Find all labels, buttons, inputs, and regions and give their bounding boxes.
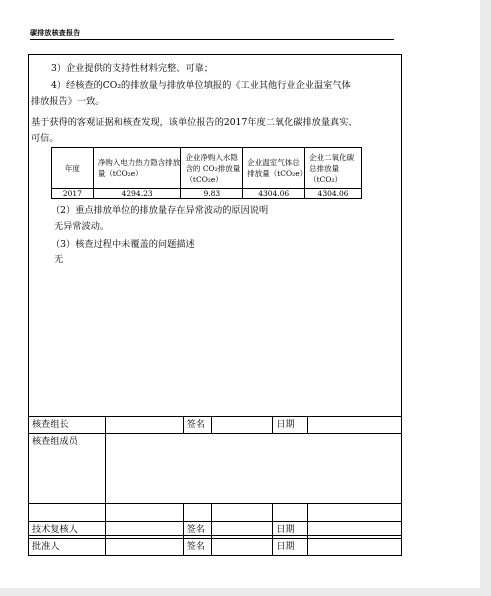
col-co2-total: 企业二氧化碳总排放量（tCO₂） (305, 148, 362, 189)
cell-electricity-heat: 4294.23 (93, 189, 181, 199)
signoff-row-spacer (29, 504, 402, 522)
abnormal-fluctuation-text: 无异常波动。 (54, 221, 110, 232)
viewer-margin-bottom (0, 588, 491, 596)
cell-year: 2017 (52, 189, 94, 199)
running-header: 碳排放核查报告 (30, 28, 81, 37)
para-materials: 3）企业提供的支持性材料完整、可靠； (51, 63, 214, 74)
para-conclusion: 基于获得的客观证据和核查发现，该单位报告的2017年度二氧化碳排放量真实、 (31, 117, 358, 128)
spacer-cell (273, 504, 308, 522)
col-electricity-heat: 净购入电力热力隐含排放量（tCO₂e） (93, 148, 181, 189)
uncovered-issues-text: 无 (54, 254, 64, 265)
spacer-cell (211, 504, 273, 522)
members-cell (105, 434, 401, 504)
emission-table-header (52, 148, 362, 189)
section-uncovered-issues: （3）核查过程中未覆盖的问题描述 (51, 239, 195, 250)
date-label: 日期 (273, 417, 308, 434)
spacer-cell (29, 504, 106, 522)
members-label: 核查组成员 (29, 434, 106, 504)
date-label: 日期 (273, 522, 308, 539)
leader-sign-cell (211, 417, 273, 434)
leader-date-cell (308, 417, 402, 434)
table-row (52, 189, 362, 199)
reviewer-date-cell (308, 522, 402, 539)
signoff-row-reviewer (29, 522, 402, 539)
col-year: 年度 (52, 148, 94, 189)
col-water: 企业净购入水隐含的 CO₂排放量（tCO₂e） (181, 148, 243, 189)
approver-label: 批准人 (29, 539, 106, 556)
reviewer-label: 技术复核人 (29, 522, 106, 539)
approver-sign-cell (211, 539, 273, 556)
date-label: 日期 (273, 539, 308, 556)
signoff-table (28, 416, 402, 556)
reviewer-sign-cell (211, 522, 273, 539)
section-abnormal-fluctuation: （2）重点排放单位的排放量存在异常波动的原因说明 (51, 205, 269, 216)
reviewer-name-cell (105, 522, 183, 539)
para-conclusion-cont: 可信。 (31, 133, 59, 144)
spacer-cell (308, 504, 402, 522)
sign-label: 签名 (183, 539, 211, 556)
header-rule (30, 39, 394, 40)
sign-label: 签名 (183, 522, 211, 539)
approver-name-cell (105, 539, 183, 556)
spacer-cell (105, 504, 183, 522)
signoff-row-members (29, 434, 402, 504)
para-consistency: 4）经核查的CO₂的排放量与排放单位填报的《工业其他行业企业温室气体 (51, 80, 351, 91)
emission-table (51, 147, 362, 199)
leader-name-cell (105, 417, 183, 434)
cell-co2-total: 4304.06 (305, 189, 362, 199)
col-ghg-total: 企业温室气体总排放量（tCO₂e） (243, 148, 305, 189)
sign-label: 签名 (183, 417, 211, 434)
signoff-row-approver (29, 539, 402, 556)
cell-water: 9.83 (181, 189, 243, 199)
approver-date-cell (308, 539, 402, 556)
spacer-cell (183, 504, 211, 522)
viewer-margin-right (480, 0, 491, 596)
signoff-row-leader (29, 417, 402, 434)
cell-ghg-total: 4304.06 (243, 189, 305, 199)
para-consistency-cont: 排放报告》一致。 (31, 96, 105, 107)
leader-label: 核查组长 (29, 417, 106, 434)
